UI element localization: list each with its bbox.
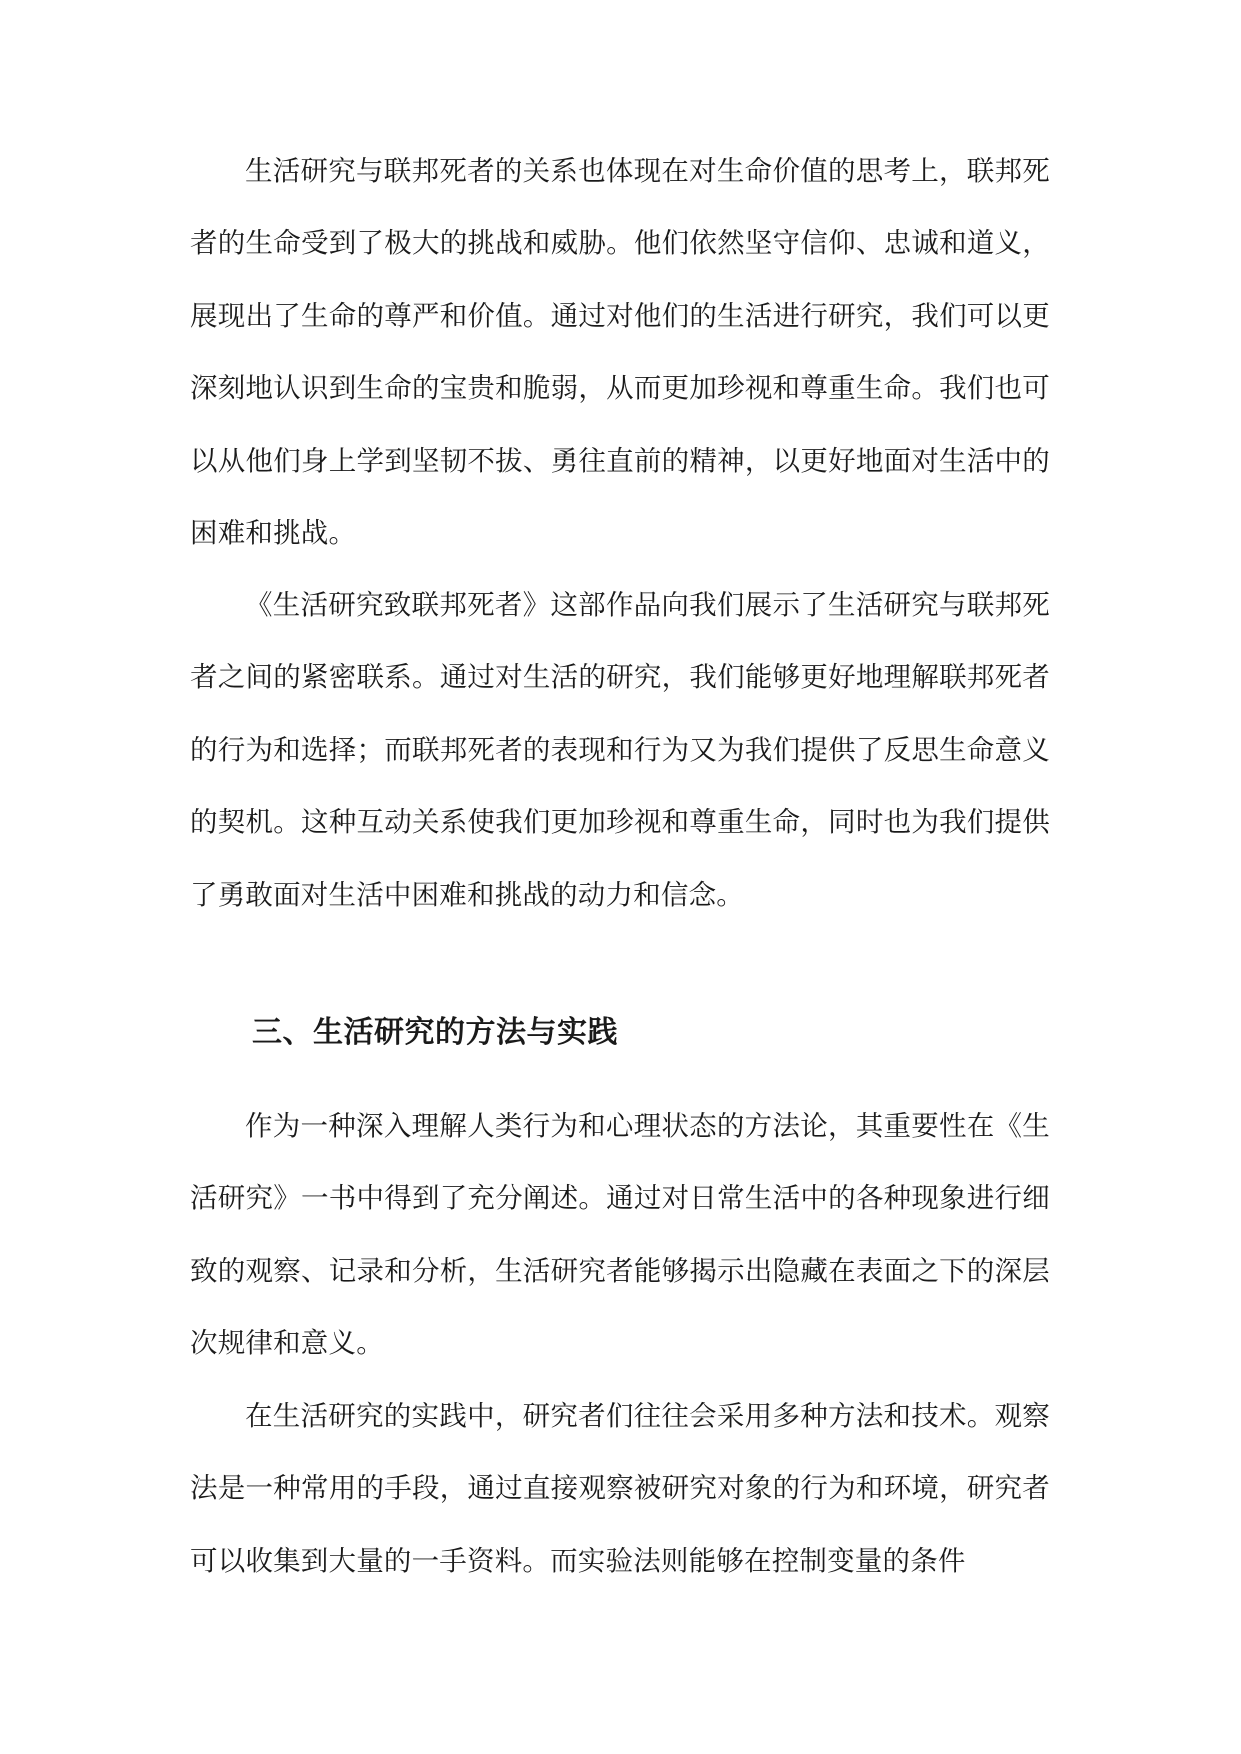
section-heading: 三、生活研究的方法与实践 bbox=[252, 1015, 618, 1050]
paragraph-methodology: 作为一种深入理解人类行为和心理状态的方法论，其重要性在《生活研究》一书中得到了充分阐述。通过对日常生活中的各种现象进行细致的观察、记录和分析，生活研究者能够揭示出隐藏在表面之下的深层次规律和意义。 bbox=[190, 1110, 1050, 1360]
paragraph-practice: 在生活研究的实践中，研究者们往往会采用多种方法和技术。观察法是一种常用的手段，通过直接观察被研究对象的行为和环境，研究者可以收集到大量的一手资料。而实验法则能够在控制变量的条件 bbox=[190, 1400, 1050, 1577]
paragraph-life-value: 生活研究与联邦死者的关系也体现在对生命价值的思考上，联邦死者的生命受到了极大的挑战和威胁。他们依然坚守信仰、忠诚和道义，展现出了生命的尊严和价值。通过对他们的生活进行研究，我们可以更深刻地认识到生命的宝贵和脆弱，从而更加珍视和尊重生命。我们也可以从他们身上学到坚韧不拔、勇往直前的精神，以更好地面对生活中的困难和挑战。 bbox=[190, 155, 1050, 550]
paragraph-work-summary: 《生活研究致联邦死者》这部作品向我们展示了生活研究与联邦死者之间的紧密联系。通过对生活的研究，我们能够更好地理解联邦死者的行为和选择；而联邦死者的表现和行为又为我们提供了反思生命意义的契机。这种互动关系使我们更加珍视和尊重生命，同时也为我们提供了勇敢面对生活中困难和挑战的动力和信念。 bbox=[190, 589, 1050, 911]
